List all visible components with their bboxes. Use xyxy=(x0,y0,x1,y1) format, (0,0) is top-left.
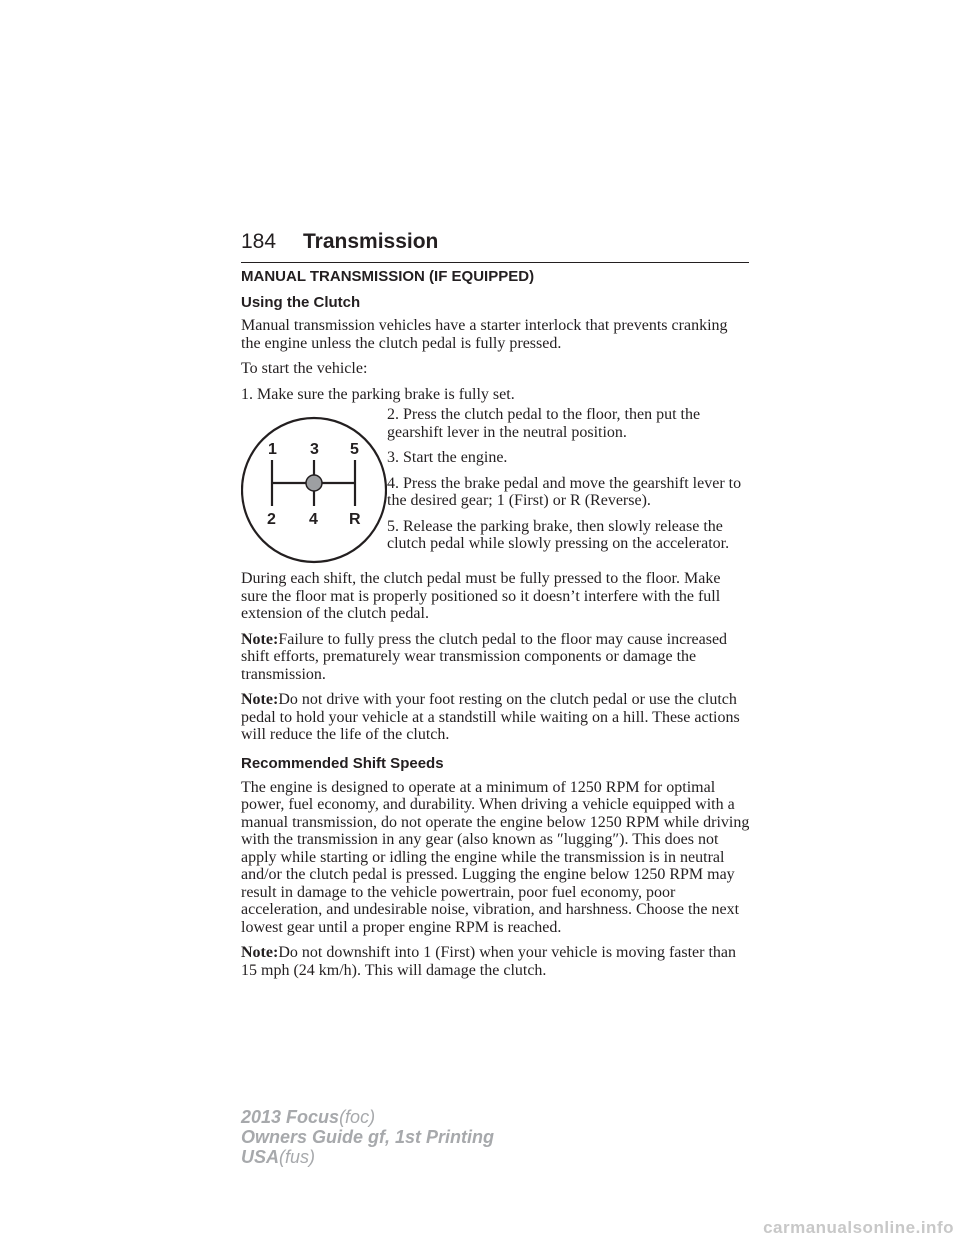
note-label: Note: xyxy=(241,944,279,961)
during-shift-paragraph: During each shift, the clutch pedal must be fully pressed to the floor. Make sure the floor mat is properly positioned so it doesn’t interfere with the full extension of the clutch pedal. xyxy=(241,570,721,622)
steps-list xyxy=(387,406,751,557)
note-text: Failure to fully press the clutch pedal to the floor may cause increased shift efforts, prematurely wear transmission components or damage the transmission. xyxy=(241,630,728,683)
page-number: 184 xyxy=(241,230,277,253)
note-text: Do not downshift into 1 (First) when your vehicle is moving faster than 15 mph (24 km/h). This will damage the clutch. xyxy=(241,944,737,979)
steps-with-diagram xyxy=(241,406,751,570)
gear-label-2: 2 xyxy=(267,511,276,528)
gear-label-r: R xyxy=(349,511,361,528)
footer-market: USA xyxy=(241,1147,280,1167)
note-text: Do not drive with your foot resting on the clutch pedal or use the clutch pedal to hold your vehicle at a standstill while waiting on a hill. These actions will reduce the life of the clutch. xyxy=(241,691,740,743)
watermark: carmanualsonline.info xyxy=(763,1218,954,1237)
gear-label-3: 3 xyxy=(310,441,319,458)
footer-line-1 xyxy=(241,1107,494,1127)
page-content xyxy=(241,268,751,987)
gear-label-5: 5 xyxy=(350,441,359,458)
gear-label-4: 4 xyxy=(309,511,318,528)
step-2: 2. Press the clutch pedal to the floor, then put the gearshift lever in the neutral position. xyxy=(387,406,701,441)
footer-line-3 xyxy=(241,1147,494,1167)
gear-label-1: 1 xyxy=(268,441,277,458)
print-footer xyxy=(241,1107,494,1167)
section-title: MANUAL TRANSMISSION (IF EQUIPPED) xyxy=(241,268,535,285)
page-header xyxy=(241,230,749,263)
note-label: Note: xyxy=(241,691,279,708)
to-start-label: To start the vehicle: xyxy=(241,360,368,377)
shift-pattern-diagram xyxy=(241,410,387,570)
note-foot-resting xyxy=(241,691,751,744)
note-clutch-press xyxy=(241,631,751,684)
footer-model: 2013 Focus xyxy=(241,1107,340,1127)
step-1: 1. Make sure the parking brake is fully set. xyxy=(241,385,515,403)
subsection-title-shift-speeds: Recommended Shift Speeds xyxy=(241,754,444,772)
footer-market-code: (fus) xyxy=(279,1147,316,1167)
note-label: Note: xyxy=(241,630,279,648)
chapter-title: Transmission xyxy=(303,230,439,253)
footer-model-code: (foc) xyxy=(339,1107,376,1127)
clutch-intro: Manual transmission vehicles have a starter interlock that prevents cranking the engine unless the clutch pedal is fully pressed. xyxy=(241,317,728,352)
step-5: 5. Release the parking brake, then slowly release the clutch pedal while slowly pressing on the accelerator. xyxy=(387,517,730,552)
note-downshift xyxy=(241,944,751,979)
step-4: 4. Press the brake pedal and move the gearshift lever to the desired gear; 1 (First) or R (Reverse). xyxy=(387,474,742,509)
subsection-title-clutch: Using the Clutch xyxy=(241,294,361,311)
step-3: 3. Start the engine. xyxy=(387,449,508,466)
shift-speeds-paragraph: The engine is designed to operate at a minimum of 1250 RPM for optimal power, fuel economy, and durability. When driving a vehicle equipped with a manual transmission, do not operate the engine below 1250 RPM while driving with the transmission in any gear (also known as ″lugging″). This does not apply while starting or idling the engine while the transmission is in neutral and/or the clutch pedal is pressed. Lugging the engine below 1250 RPM may result in damage to the vehicle powertrain, poor fuel economy, poor acceleration, and undesirable noise, vibration, and harshness. Choose the next lowest gear until a proper engine RPM is reached. xyxy=(241,778,750,936)
footer-line-2: Owners Guide gf, 1st Printing xyxy=(241,1127,495,1147)
